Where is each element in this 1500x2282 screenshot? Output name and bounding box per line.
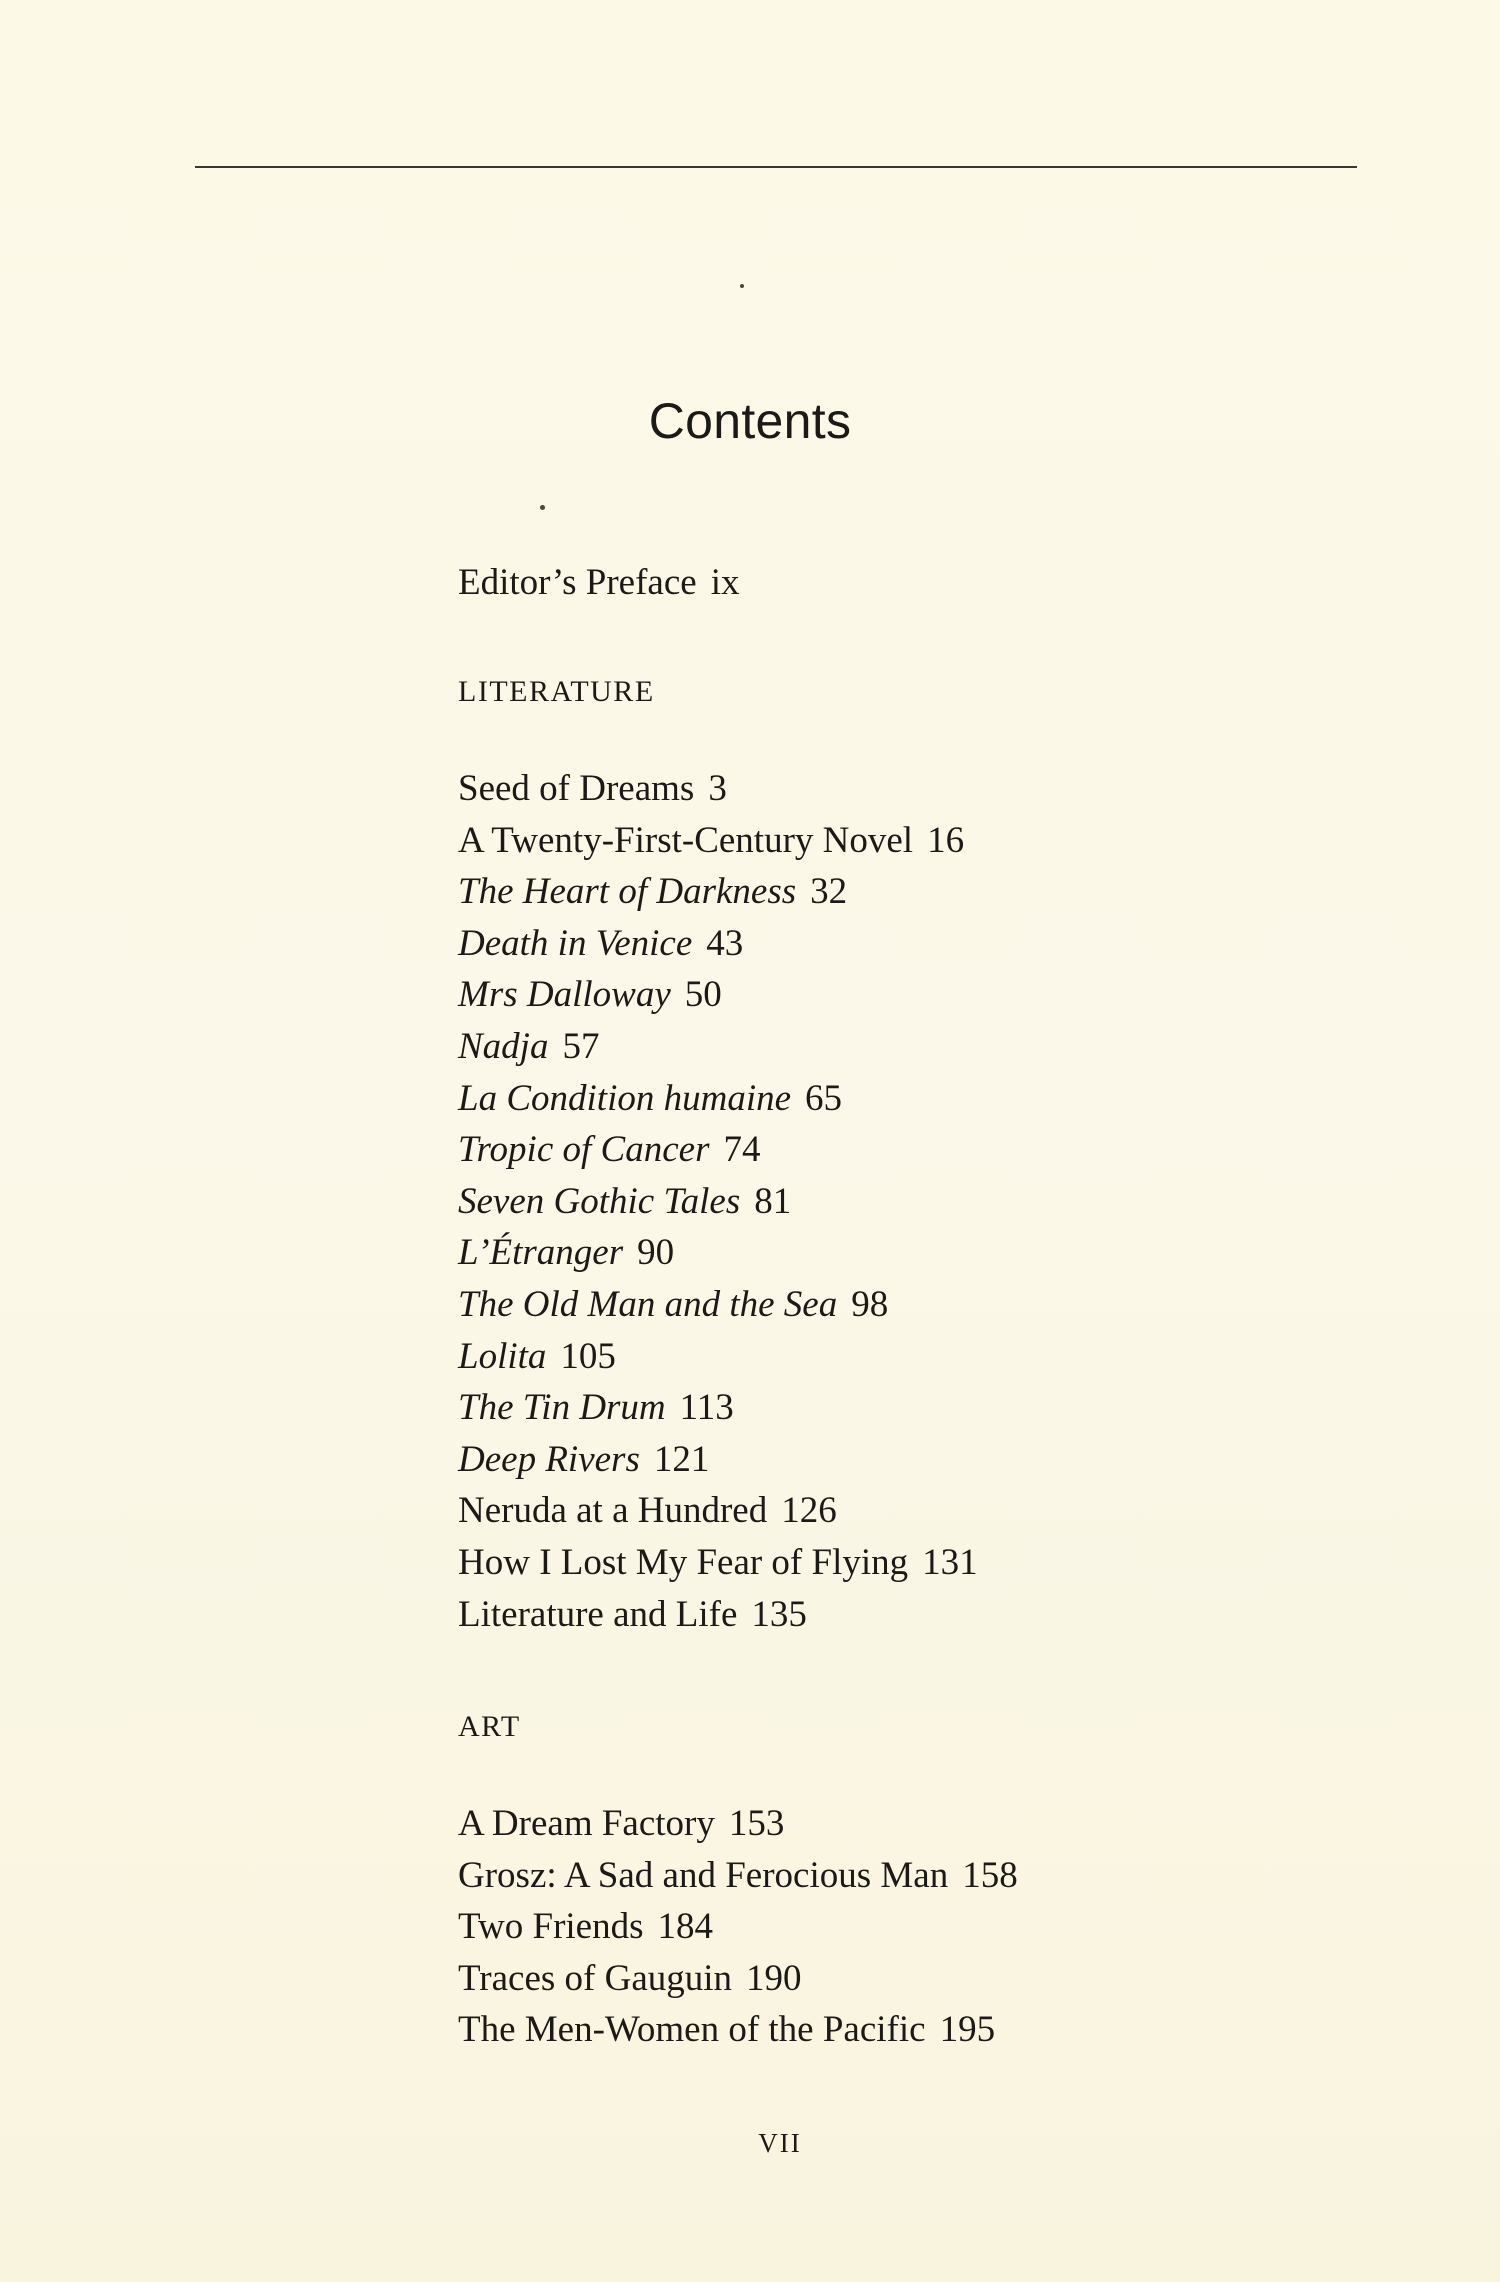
toc-entry-title: La Condition humaine	[458, 1077, 792, 1119]
toc-entry-page: 126	[781, 1490, 837, 1532]
toc-entry-title: Mrs Dalloway	[458, 974, 671, 1016]
toc-entry[interactable]	[458, 819, 964, 863]
toc-entry-page: 195	[939, 2009, 996, 2051]
toc-entry[interactable]	[458, 870, 847, 914]
toc-entry[interactable]	[458, 1854, 1018, 1898]
toc-entry-title: Seed of Dreams	[458, 768, 695, 809]
toc-entry-title: Grosz: A Sad and Ferocious Man	[458, 1854, 949, 1896]
toc-entry[interactable]	[458, 767, 727, 811]
section-heading: ART	[458, 1710, 521, 1743]
toc-entry[interactable]	[458, 1905, 713, 1949]
header-rule	[195, 166, 1357, 168]
toc-entry[interactable]	[458, 1957, 802, 2001]
toc-entry[interactable]	[458, 1802, 784, 1846]
toc-entry-title: Two Friends	[458, 1906, 644, 1948]
ink-speck	[540, 505, 545, 510]
toc-entry-page: 121	[653, 1438, 710, 1480]
toc-entry-title: Literature and Life	[458, 1593, 738, 1635]
toc-entry-page: 113	[679, 1387, 734, 1429]
toc-entry[interactable]	[458, 1335, 616, 1379]
toc-entry-title: Tropic of Cancer	[458, 1129, 710, 1171]
toc-entry-page: 190	[746, 1957, 802, 1999]
toc-entry-page: 16	[927, 819, 965, 861]
toc-entry-page: 43	[706, 922, 744, 964]
toc-entry-title: Nadja	[458, 1026, 549, 1067]
toc-entry-title: Traces of Gauguin	[458, 1957, 733, 1999]
toc-entry-title: The Men-Women of the Pacific	[458, 2009, 926, 2051]
toc-entry[interactable]	[458, 2008, 995, 2052]
toc-entry-title: The Tin Drum	[458, 1387, 666, 1429]
toc-entry-page: 153	[728, 1803, 785, 1844]
toc-entry[interactable]	[458, 1231, 674, 1275]
toc-entry-page: 65	[805, 1077, 843, 1119]
toc-entry-title: Lolita	[458, 1335, 547, 1377]
ink-speck	[740, 284, 744, 288]
toc-entry[interactable]	[458, 973, 722, 1017]
toc-entry-title: The Old Man and the Sea	[458, 1284, 838, 1325]
toc-entry-title: Deep Rivers	[458, 1438, 640, 1480]
toc-entry-page: 131	[922, 1542, 978, 1583]
toc-entry[interactable]	[458, 1180, 791, 1224]
toc-entry[interactable]	[458, 1283, 888, 1327]
toc-entry-page: 98	[851, 1284, 889, 1325]
toc-entry[interactable]	[458, 1025, 599, 1069]
toc-entry-page: 57	[562, 1026, 600, 1067]
toc-entry-page: 81	[754, 1180, 792, 1222]
toc-entry-title: Seven Gothic Tales	[458, 1180, 741, 1222]
toc-entry-title: A Dream Factory	[458, 1803, 715, 1844]
section-heading: LITERATURE	[458, 675, 655, 708]
toc-entry-preface[interactable]	[458, 561, 739, 605]
toc-entry[interactable]	[458, 1489, 837, 1533]
page-folio: VII	[758, 2128, 802, 2158]
toc-entry-page: 90	[637, 1232, 675, 1274]
toc-entry[interactable]	[458, 1077, 842, 1121]
toc-entry[interactable]	[458, 1386, 734, 1430]
toc-entry-page: ix	[710, 562, 740, 603]
page-title: Contents	[648, 393, 852, 449]
toc-entry-page: 135	[751, 1593, 807, 1635]
toc-entry-page: 105	[560, 1335, 616, 1377]
toc-entry-page: 50	[684, 974, 722, 1016]
toc-entry-title: How I Lost My Fear of Flying	[458, 1542, 909, 1583]
toc-entry-title: L’Étranger	[458, 1232, 624, 1274]
toc-entry[interactable]	[458, 1438, 709, 1482]
toc-entry[interactable]	[458, 1128, 760, 1172]
toc-entry[interactable]	[458, 922, 743, 966]
toc-entry-title: Death in Venice	[458, 922, 693, 964]
toc-entry-title: Editor’s Preface	[458, 562, 697, 603]
toc-entry-page: 32	[810, 871, 848, 913]
toc-entry-page: 184	[657, 1906, 713, 1948]
toc-entry-title: A Twenty-First-Century Novel	[458, 819, 914, 861]
toc-entry-title: The Heart of Darkness	[458, 871, 797, 913]
toc-entry-page: 3	[708, 768, 727, 809]
toc-entry-title: Neruda at a Hundred	[458, 1490, 768, 1532]
toc-entry[interactable]	[458, 1541, 978, 1585]
toc-entry-page: 74	[723, 1129, 761, 1171]
toc-entry[interactable]	[458, 1593, 807, 1637]
toc-entry-page: 158	[962, 1854, 1018, 1896]
